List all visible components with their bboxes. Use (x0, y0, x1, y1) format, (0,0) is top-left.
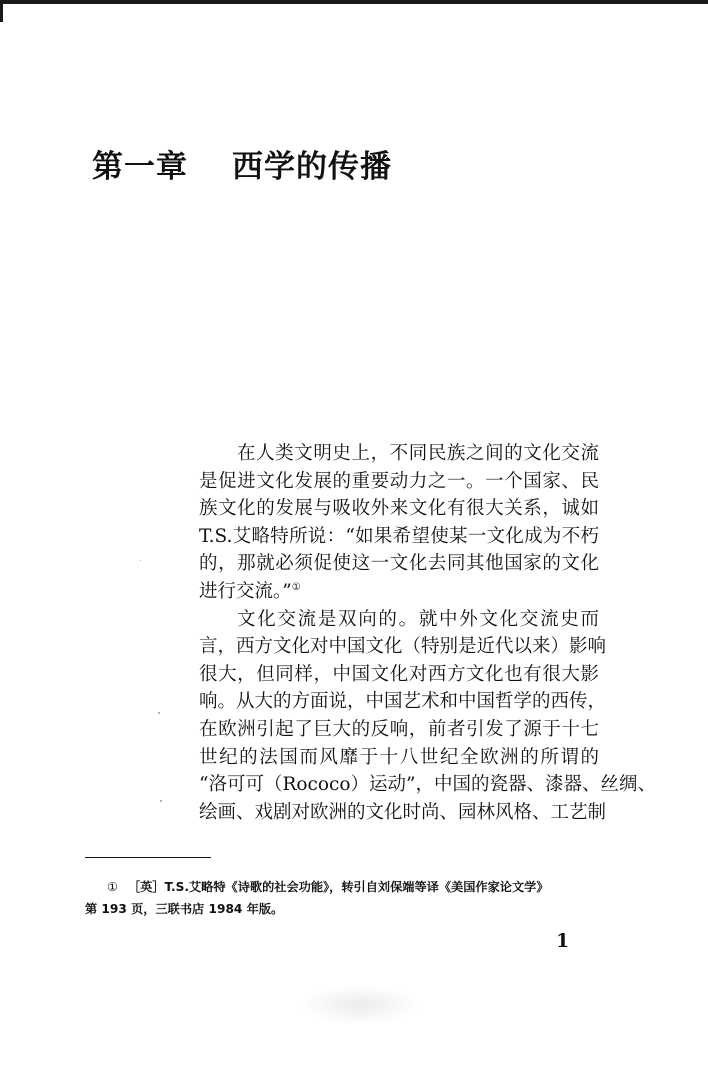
footnote-text-line1: ［英］T.S.艾略特《诗歌的社会功能》，转引自刘保端等译《美国作家论文学》 (127, 880, 549, 894)
scan-speck (160, 800, 162, 802)
paragraph-line: 言，西方文化对中国文化（特别是近代以来）影响 (199, 636, 607, 658)
paragraph-line: 绘画、戏剧对欧洲的文化时尚、园林风格、工艺制 (199, 801, 607, 823)
scan-speck (140, 560, 141, 561)
footnote-reference[interactable]: ① (291, 581, 301, 593)
footnote-divider (85, 857, 211, 858)
footnote (85, 876, 605, 920)
paragraph-line: 进行交流。” (199, 580, 292, 602)
paragraph-line: T.S.艾略特所说：“如果希望使某一文化成为不朽 (199, 525, 599, 547)
scan-speck (158, 712, 160, 714)
paragraph-line: 的，那就必须促使这一文化去同其他国家的文化 (199, 553, 599, 575)
chapter-heading (92, 149, 392, 185)
paragraph-line: “洛可可（Rococo）运动”，中国的瓷器、漆器、丝绸、 (199, 774, 656, 796)
paragraph-line: 族文化的发展与吸收外来文化有很大关系，诚如 (199, 498, 599, 520)
body-text (199, 440, 656, 826)
page-number: 1 (556, 930, 570, 952)
paragraph-line: 文化交流是双向的。就中外文化交流史而 (237, 608, 599, 630)
scan-smudge (300, 985, 420, 1025)
footnote-marker: ① (107, 880, 118, 894)
chapter-number: 第一章 (92, 149, 188, 185)
paragraph-line: 在欧洲引起了巨大的反响，前者引发了源于十七 (199, 718, 599, 740)
paragraph-line: 很大，但同样，中国文化对西方文化也有很大影 (199, 663, 599, 685)
chapter-title: 西学的传播 (232, 149, 392, 185)
paragraph-line: 世纪的法国而风靡于十八世纪全欧洲的所谓的 (199, 746, 599, 768)
footnote-text-line2: 第 193 页，三联书店 1984 年版。 (85, 902, 284, 916)
paragraph-line: 是促进文化发展的重要动力之一。一个国家、民 (199, 470, 599, 492)
paragraph-line: 响。从大的方面说，中国艺术和中国哲学的西传， (199, 691, 607, 713)
paragraph-line: 在人类文明史上，不同民族之间的文化交流 (237, 443, 599, 464)
paragraph-line-end (199, 578, 599, 606)
scan-border-left (0, 0, 3, 22)
scan-border-top (0, 0, 708, 4)
